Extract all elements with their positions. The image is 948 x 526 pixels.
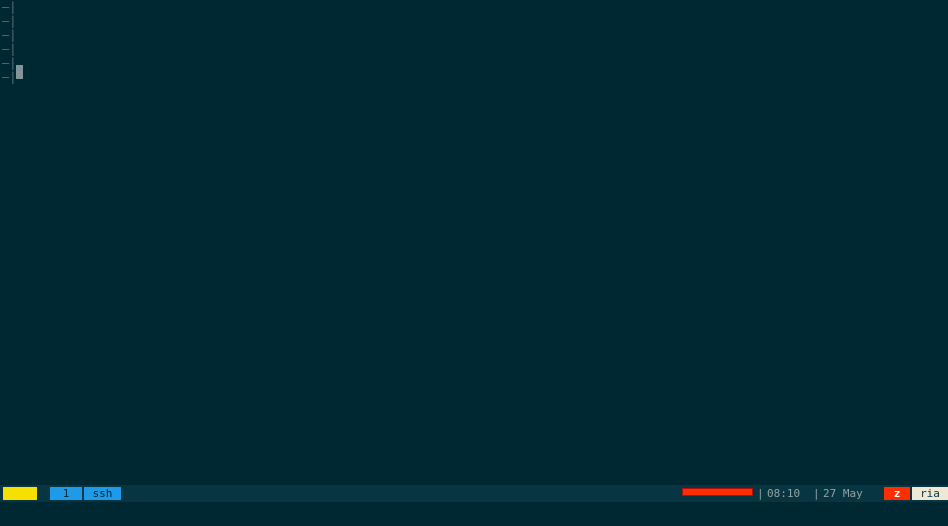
battery-icon xyxy=(682,488,753,496)
session-icon xyxy=(30,502,39,511)
line-gutter xyxy=(2,0,16,84)
gutter-row: –| xyxy=(2,28,17,42)
session-label: 0 xyxy=(41,500,49,513)
date: 27 May xyxy=(823,487,863,500)
tmux-status-bar xyxy=(0,485,948,513)
gutter-row: –| xyxy=(2,14,17,28)
gutter-row: –| xyxy=(2,70,17,84)
window-index[interactable]: 1 xyxy=(50,487,82,500)
separator: | xyxy=(813,487,820,500)
hostname: ria xyxy=(912,487,948,500)
separator: | xyxy=(757,487,764,500)
prefix-indicator: z xyxy=(884,487,910,500)
text-cursor xyxy=(16,65,23,79)
session-indicator[interactable] xyxy=(3,487,49,513)
gutter-row: –| xyxy=(2,0,17,14)
gutter-row: –| xyxy=(2,56,17,70)
gutter-row: –| xyxy=(2,42,17,56)
window-name-tab[interactable]: ssh xyxy=(84,487,121,500)
clock: 08:10 xyxy=(767,487,801,500)
